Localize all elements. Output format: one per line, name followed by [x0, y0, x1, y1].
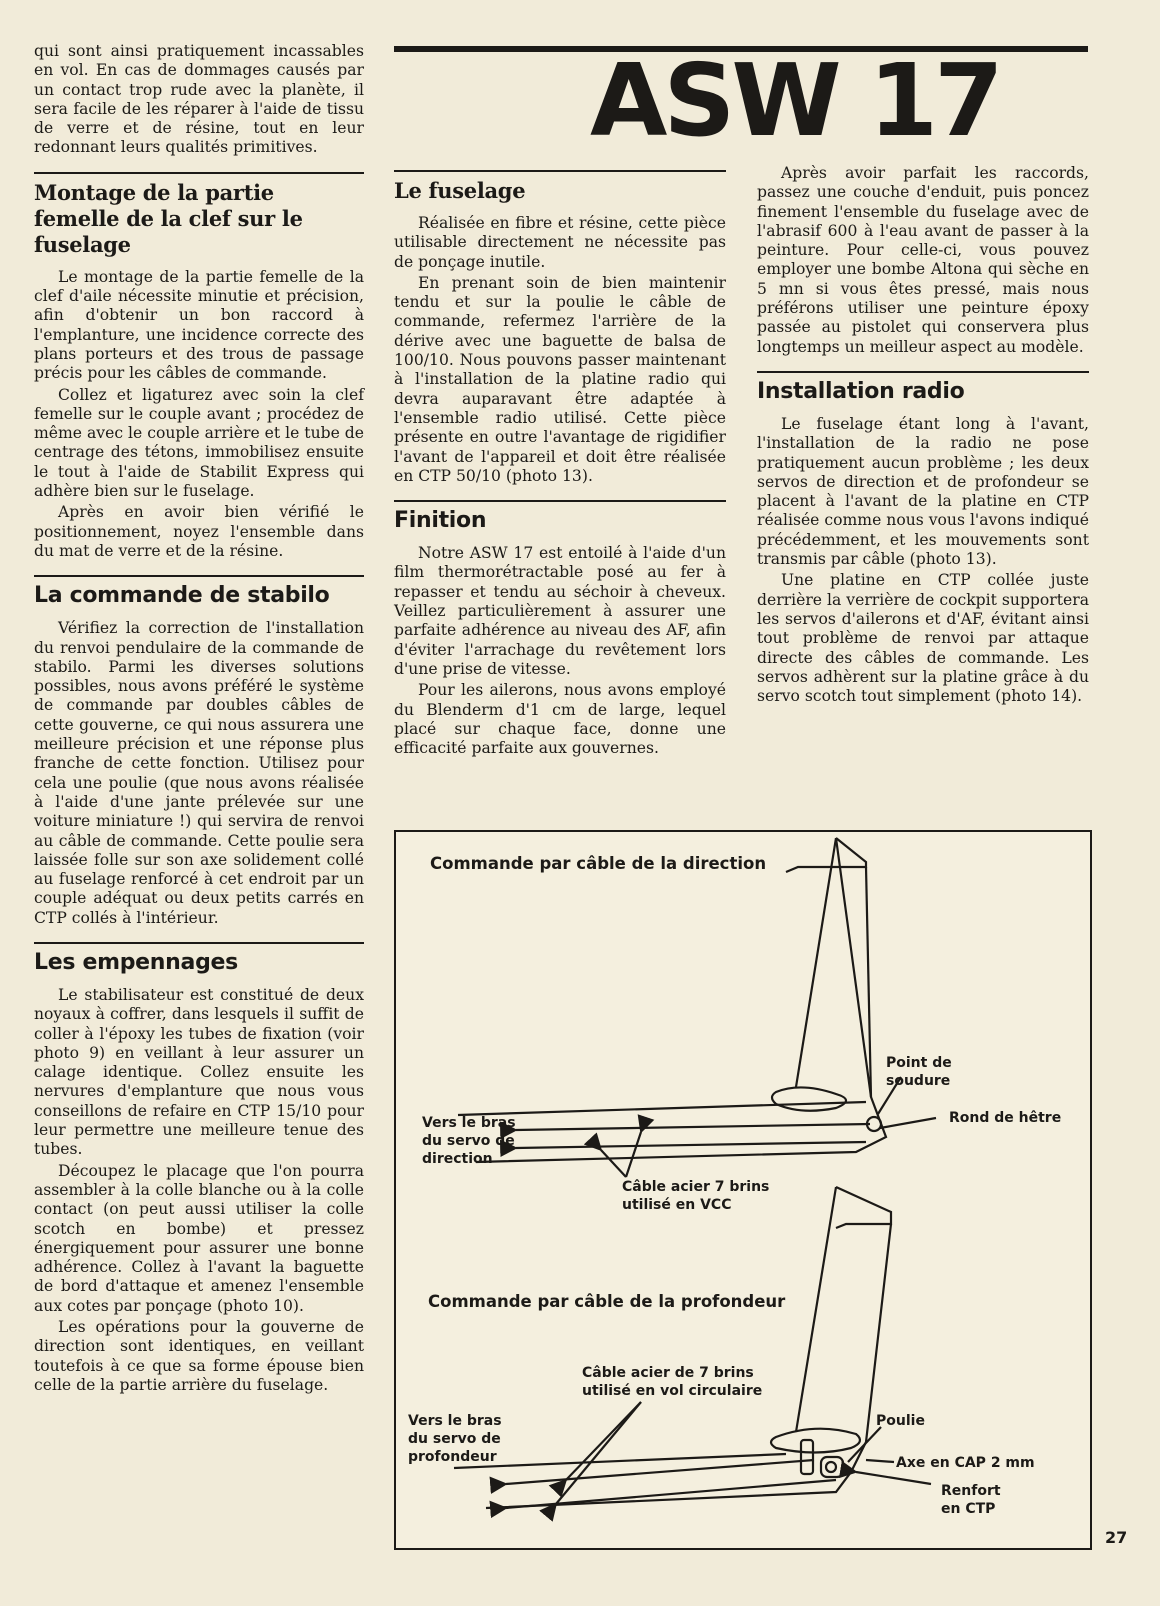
article-title: ASW 17 [590, 42, 1000, 159]
paragraph: Les opérations pour la gouverne de direction sont identiques, en veillant toutefois à ce que sa forme épouse bien celle de la partie arrière du fuselage. [34, 1318, 364, 1394]
paragraph: Vérifiez la correction de l'installation du renvoi pendulaire de la commande de stabilo. Parmi les diverses solutions possibles, nous avons préféré le système de commande par doubles câbles de cette gouverne, ce qui nous assurera une meilleure précision et une réponse plus franche de cette fonction. Utilisez pour cela une poulie (que nous avons réalisée à l'aide d'une jante prélevée sur une voiture miniature !) qui servira de renvoi au câble de commande. Cette poulie sera laissée folle sur son axe solidement collé au fuselage renforcé à cet endroit par un couple adéquat ou deux petits carrés en CTP collés à l'intérieur. [34, 619, 364, 927]
paragraph: Notre ASW 17 est entoilé à l'aide d'un film thermorétractable posé au fer à repasser et tendu au séchoir à cheveux. Veillez particulièrement à assurer une parfaite adhérence au niveau des AF, afin d'éviter l'arrachage du revêtement lors d'une prise de vitesse. [394, 544, 726, 678]
paragraph: Après en avoir bien vérifié le positionnement, noyez l'ensemble dans du mat de verre et de la résine. [34, 503, 364, 560]
label-poulie: Poulie [876, 1413, 925, 1429]
section-heading-block [394, 500, 726, 534]
section-heading-block [34, 575, 364, 609]
diagram-bottom-caption: Commande par câble de la profondeur [428, 1292, 786, 1311]
paragraph: En prenant soin de bien maintenir tendu et sur la poulie le câble de commande, refermez l'arrière de la dérive avec une baguette de balsa de 100/10. Nous pouvons passer maintenant à l'installation de la platine radio qui devra auparavant être adaptée à l'ensemble radio utilisé. Cette pièce présente en outre l'avantage de rigidifier l'avant de l'appareil et doit être réalisée en CTP 50/10 (photo 13). [394, 273, 726, 485]
page-number: 27 [1105, 1528, 1128, 1547]
paragraph: Collez et ligaturez avec soin la clef femelle sur le couple avant ; procédez de même avec le couple arrière et le tube de centrage des tétons, immobilisez ensuite le tout à l'aide de Stabilit Express qui adhère bien sur le fuselage. [34, 385, 364, 501]
label-point-de-soudure: Point de soudure [886, 1055, 952, 1089]
section-heading-finition: Finition [394, 508, 487, 534]
paragraph: Réalisée en fibre et résine, cette pièce utilisable directement ne nécessite pas de ponçage inutile. [394, 214, 726, 271]
paragraph: Le montage de la partie femelle de la clef d'aile nécessite minutie et précision, afin d'obtenir un bon raccord à l'emplanture, une incidence correcte des plans porteurs et des trous de passage précis pour les câbles de commande. [34, 267, 364, 383]
cable-control-diagram [394, 830, 1092, 1550]
section-heading-empennages: Les empennages [34, 949, 238, 975]
section-heading-montage: Montage de la partie femelle de la clef sur le fuselage [34, 179, 303, 257]
label-axe: Axe en CAP 2 mm [896, 1455, 1035, 1471]
label-cable-vcc: Câble acier 7 brins utilisé en VCC [622, 1179, 770, 1213]
label-vers-bras-profondeur: Vers le bras du servo de profondeur [408, 1413, 502, 1465]
section-heading-stabilo: La commande de stabilo [34, 583, 330, 609]
paragraph: Pour les ailerons, nous avons employé du Blenderm d'1 cm de large, lequel placé sur chaque face, donne une efficacité parfaite aux gouvernes. [394, 681, 726, 758]
label-rond-de-hetre: Rond de hêtre [949, 1110, 1062, 1126]
diagram-top-caption: Commande par câble de la direction [430, 854, 767, 873]
section-heading-block [394, 170, 726, 204]
middle-column [394, 170, 726, 760]
left-intro-paragraph: qui sont ainsi pratiquement incassables en vol. En cas de dommages causés par un contact trop rude avec la planète, il sera facile de les réparer à l'aide de tissu de verre et de résine, tout en leur redonnant leurs qualités primitives. [34, 42, 364, 157]
section-heading-installation-radio: Installation radio [757, 378, 965, 404]
paragraph: Le stabilisateur est constitué de deux noyaux à coffrer, dans lesquels il suffit de coller à l'époxy les tubes de fixation (voir photo 9) en veillant à leur assurer un calage identique. Collez ensuite les nervures d'emplanture que nous vous conseillons de refaire en CTP 15/10 pour leur permettre une meilleure tenue des tubes. [34, 985, 364, 1159]
section-heading-block [757, 371, 1089, 405]
paragraph: Le fuselage étant long à l'avant, l'installation de la radio ne pose pratiquement aucun problème ; les deux servos de direction et de profondeur se placent à l'avant de la platine en CTP réalisée comme nous vous l'avons indiqué précédemment, et les mouvements sont transmis par câble (photo 13). [757, 414, 1089, 569]
section-heading-block [34, 172, 364, 258]
section-heading-block [34, 942, 364, 976]
left-column [34, 42, 364, 1397]
right-intro-paragraph: Après avoir parfait les raccords, passez une couche d'enduit, puis poncez finement l'ensemble du fuselage avec de l'abrasif 600 à l'eau avant de passer à la peinture. Pour celle-ci, vous pouvez employer une bombe Altona qui sèche en 5 mn si vous êtes pressé, mais nous préférons utiliser une peinture époxy passée au pistolet qui conservera plus longtemps un meilleur aspect au modèle. [757, 164, 1089, 356]
paragraph: Une platine en CTP collée juste derrière la verrière de cockpit supportera les servos d'ailerons et d'AF, évitant ainsi tout problème de renvoi par attaque directe des câbles de commande. Les servos adhèrent sur la platine grâce à du servo scotch tout simplement (photo 14). [757, 571, 1089, 706]
label-renfort: Renfort en CTP [941, 1483, 1001, 1517]
label-vers-bras-direction: Vers le bras du servo de direction [422, 1115, 516, 1167]
right-column [757, 164, 1089, 708]
paragraph: Découpez le placage que l'on pourra assembler à la colle blanche ou à la colle contact (on peut aussi utiliser la colle scotch en bombe) et pressez énergiquement pour assurer une bonne adhérence. Collez à l'avant la baguette de bord d'attaque et amenez l'ensemble aux cotes par ponçage (photo 10). [34, 1161, 364, 1315]
label-cable-vol-circulaire: Câble acier de 7 brins utilisé en vol circulaire [582, 1365, 763, 1399]
section-heading-fuselage: Le fuselage [394, 178, 526, 203]
